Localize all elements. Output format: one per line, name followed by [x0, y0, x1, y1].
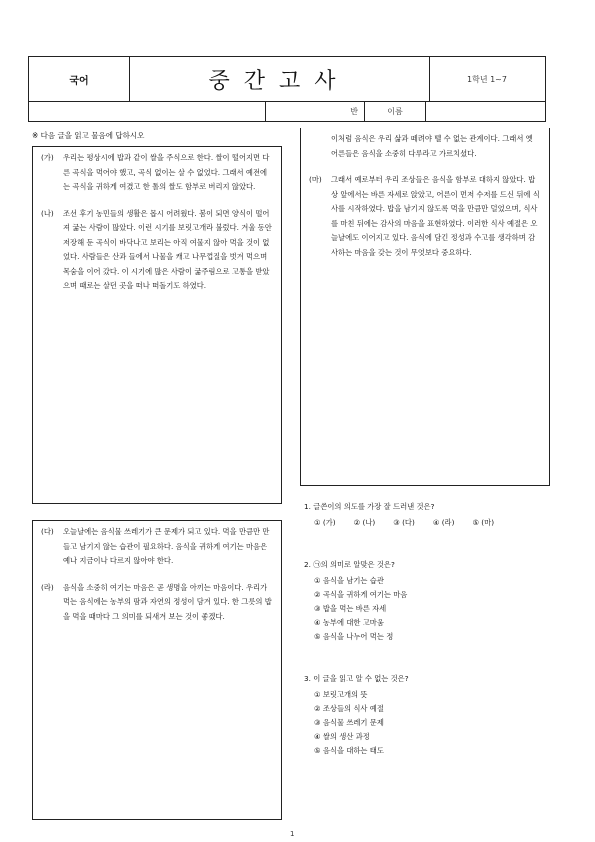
name-field[interactable]	[425, 101, 545, 121]
question-list	[304, 500, 554, 786]
passage-paragraph	[309, 173, 541, 260]
answer-option[interactable]: ⑤ 음식을 나누어 먹는 정	[314, 632, 394, 641]
answer-options	[304, 516, 554, 530]
answer-option[interactable]: ③ 음식물 쓰레기 문제	[314, 718, 384, 727]
passage-paragraph	[41, 151, 273, 195]
passage-paragraph	[41, 207, 273, 294]
passage-box-right	[300, 128, 550, 486]
exam-header	[28, 56, 546, 122]
blank-cell	[29, 101, 266, 121]
answer-option[interactable]: ④ 농부에 대한 고마움	[314, 618, 384, 627]
passage-paragraph	[41, 581, 273, 625]
paragraph-label: (라)	[41, 582, 54, 592]
question-title: 1. 글쓴이의 의도를 가장 잘 드러낸 것은?	[304, 502, 435, 511]
paragraph-label: (마)	[309, 175, 322, 184]
paragraph-label: (나)	[41, 208, 54, 218]
name-label-cell	[365, 101, 426, 121]
answer-option[interactable]: ④ (라)	[432, 518, 455, 527]
answer-option[interactable]: ② 조상들의 식사 예절	[314, 704, 384, 713]
passage-box-left	[32, 146, 282, 504]
answer-option[interactable]: ③ (다)	[393, 518, 415, 527]
header-top-row	[29, 57, 545, 102]
title-cell	[129, 57, 430, 101]
paragraph-text: 오늘날에는 음식물 쓰레기가 큰 문제가 되고 있다. 먹을 만큼만 만들고 남기지 않는 습관이 필요하다. 음식을 귀하게 여기는 마음은 예나 지금이나 다르지 않아야 한다.	[63, 527, 270, 565]
paragraph-text: 우리는 평상시에 밥과 같이 쌀을 주식으로 한다. 쌀이 떨어지면 다른 곡식을 먹어야 했고, 곡식 없이는 살 수 없었다. 그래서 예전에는 곡식을 귀하게 여겼고 한 톨의 쌀도 함부로 버리지 않았다.	[63, 153, 270, 191]
header-bottom-row	[29, 101, 545, 121]
answer-option[interactable]: ⑤ (마)	[472, 518, 495, 527]
paragraph-label: (가)	[41, 153, 54, 162]
question-item	[304, 500, 554, 530]
page-number: 1	[290, 830, 295, 838]
question-item	[304, 558, 554, 644]
paragraph-label: (다)	[41, 527, 54, 536]
answer-option[interactable]: ② 곡식을 귀하게 여기는 마음	[314, 590, 408, 599]
instruction: ※ 다음 글을 읽고 물음에 답하시오	[32, 131, 145, 140]
answer-option[interactable]: ③ 밥을 먹는 바른 자세	[314, 604, 387, 613]
passage-paragraph	[309, 132, 541, 161]
answer-option[interactable]: ⑤ 음식을 대하는 태도	[314, 746, 384, 755]
answer-options	[304, 688, 554, 758]
exam-title: 중간고사	[208, 68, 350, 94]
subject-cell	[29, 57, 130, 101]
answer-option[interactable]: ④ 쌀의 생산 과정	[314, 732, 370, 741]
passage-box-left-continued	[32, 520, 282, 820]
subject-label: 국어	[69, 75, 89, 87]
paragraph-text: 조선 후기 농민들의 생활은 몹시 어려웠다. 봄이 되면 양식이 떨어져 굶는 사람이 많았다. 이런 시기를 보릿고개라 불렀다. 겨울 동안 저장해 둔 곡식이 바닥나고 보리는 아직 여물지 않아 먹을 것이 없었다. 사람들은 산과 들에서 나물을 캐고 나무껍질을 벗겨 먹으며 목숨을 이어 갔다. 이 시기에 많은 사람이 굶주림으로 고통을 받았으며 때로는 살던 곳을 떠나 떠돌기도 하였다.	[63, 208, 272, 290]
answer-option[interactable]: ① 보릿고개의 뜻	[314, 690, 368, 699]
paragraph-text: 음식을 소중히 여기는 마음은 곧 생명을 아끼는 마음이다. 우리가 먹는 음식에는 농부의 땀과 자연의 정성이 담겨 있다. 한 그릇의 밥을 먹을 때마다 그 의미를 되새겨 보는 것이 좋겠다.	[63, 582, 272, 621]
question-item	[304, 672, 554, 758]
name-label: 이름	[387, 106, 403, 116]
answer-option[interactable]: ① 음식을 남기는 습관	[314, 576, 384, 585]
passage-paragraph	[41, 525, 273, 569]
answer-option[interactable]: ① (가)	[314, 518, 336, 527]
class-cell	[265, 101, 365, 121]
paragraph-text: 이처럼 음식은 우리 삶과 떼려야 뗄 수 없는 관계이다. 그래서 옛 어른들은 음식을 소중히 다루라고 가르치셨다.	[331, 134, 533, 158]
grade-cell	[429, 57, 545, 101]
paragraph-label	[309, 132, 331, 161]
paragraph-text: 그래서 예로부터 우리 조상들은 음식을 함부로 대하지 않았다. 밥상 앞에서는 바른 자세로 앉았고, 어른이 먼저 수저를 드신 뒤에 식사를 시작하였다. 밥을 남기지 않도록 먹을 만큼만 덜었으며, 식사를 마친 뒤에는 감사의 마음을 표현하였다. 이러한 식사 예절은 오늘날에도 이어지고 있다. 음식에 담긴 정성과 수고를 생각하며 감사하는 마음을 갖는 것이 무엇보다 중요하다.	[331, 175, 540, 257]
grade-info: 1학년 1~7	[467, 74, 507, 84]
question-title: 3. 이 글을 읽고 알 수 없는 것은?	[304, 674, 409, 683]
class-label: 반	[350, 106, 358, 116]
question-title: 2. ㉠의 의미로 알맞은 것은?	[304, 560, 395, 569]
answer-options	[304, 574, 554, 644]
answer-option[interactable]: ② (나)	[353, 518, 376, 527]
